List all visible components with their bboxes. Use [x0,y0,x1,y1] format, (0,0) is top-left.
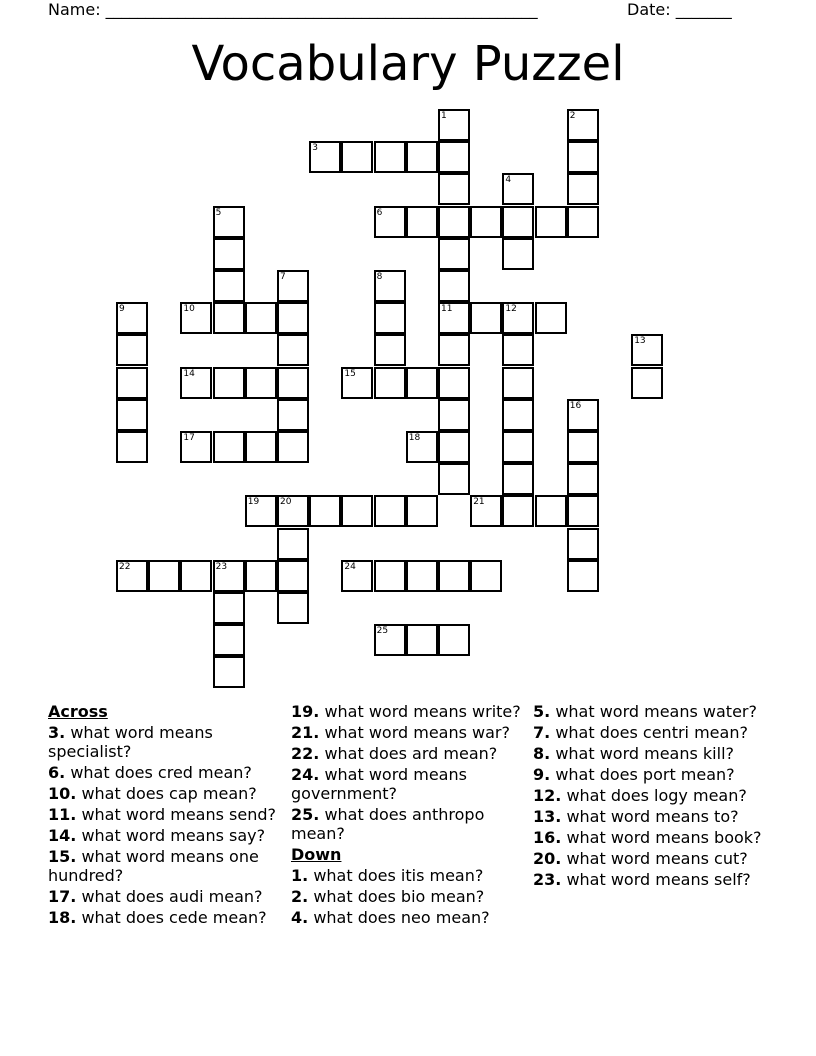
cell-number: 20 [280,497,292,508]
clue-down-2: 2. what does bio mean? [291,887,485,906]
cell-number: 3 [312,143,318,154]
grid-cell[interactable] [277,592,309,624]
cell-number: 10 [183,304,195,315]
grid-cell[interactable] [502,399,534,431]
grid-cell[interactable] [277,560,309,592]
grid-cell[interactable] [374,270,406,302]
cell-number: 19 [247,497,260,508]
grid-cell[interactable] [116,431,148,463]
grid-cell[interactable] [567,560,599,592]
grid-cell[interactable] [374,141,406,173]
clue-across-17: 17. what does audi mean? [48,887,263,906]
grid-cell[interactable] [470,495,502,527]
page-title: Vocabulary Puzzel [191,36,625,92]
name-field-label: Name: ______________________________________________________ [48,0,538,19]
grid-cell[interactable] [438,109,470,141]
grid-cell[interactable] [116,399,148,431]
grid-cell[interactable] [245,367,277,399]
grid-cell[interactable] [567,431,599,463]
grid-cell[interactable] [406,431,438,463]
grid-cell[interactable] [502,495,534,527]
grid-cell[interactable] [277,270,309,302]
grid-cell[interactable] [502,367,534,399]
grid-cell[interactable] [406,367,438,399]
grid-cell[interactable] [116,560,148,592]
clue-down-9: 9. what does port mean? [533,765,735,784]
grid-cell[interactable] [438,302,470,334]
grid-cell[interactable] [535,206,567,238]
grid-cell[interactable] [535,495,567,527]
grid-cell[interactable] [277,367,309,399]
clue-across-25: 25. what does anthropo mean? [291,805,485,843]
cell-number: 9 [119,304,125,315]
clue-down-12: 12. what does logy mean? [533,786,747,805]
grid-cell[interactable] [502,431,534,463]
grid-cell[interactable] [438,141,470,173]
grid-cell[interactable] [341,141,373,173]
grid-cell[interactable] [213,367,245,399]
grid-cell[interactable] [567,173,599,205]
cell-number: 5 [215,207,222,218]
grid-cell[interactable] [438,624,470,656]
grid-cell[interactable] [341,367,373,399]
cell-number: 2 [569,111,576,121]
grid-cell[interactable] [406,624,438,656]
grid-cell[interactable] [180,302,212,334]
grid-cell[interactable] [374,367,406,399]
cell-number: 21 [473,497,485,508]
grid-cell[interactable] [116,302,148,334]
grid-cell[interactable] [374,206,406,238]
grid-cell[interactable] [245,560,277,592]
clue-across-15: 15. what word means one hundred? [48,847,259,885]
grid-cell[interactable] [567,463,599,495]
cell-number: 1 [441,111,447,121]
date-field-label: Date: _______ [627,0,732,19]
grid-cell[interactable] [213,302,245,334]
cell-number: 6 [376,207,383,218]
grid-cell[interactable] [502,334,534,366]
grid-cell[interactable] [406,206,438,238]
cell-number: 4 [505,175,512,186]
grid-cell[interactable] [277,399,309,431]
grid-cell[interactable] [631,367,663,399]
grid-cell[interactable] [438,173,470,205]
grid-cell[interactable] [438,367,470,399]
grid-cell[interactable] [245,302,277,334]
grid-cell[interactable] [245,431,277,463]
grid-cell[interactable] [502,173,534,205]
clue-down-1: 1. what does itis mean? [291,866,484,885]
grid-cell[interactable] [374,334,406,366]
grid-cell[interactable] [213,206,245,238]
clue-down-16: 16. what word means book? [533,828,762,847]
grid-cell[interactable] [116,367,148,399]
cell-number: 16 [569,400,582,411]
cell-number: 11 [441,304,453,315]
clue-across-3: 3. what word means specialist? [48,723,213,761]
clue-down-13: 13. what word means to? [533,807,739,826]
clue-across-21: 21. what word means war? [291,723,510,742]
grid-cell[interactable] [438,270,470,302]
clue-across-24: 24. what word means government? [291,765,467,803]
clue-across-19: 19. what word means write? [291,702,521,721]
grid-cell[interactable] [374,495,406,527]
grid-cell[interactable] [213,560,245,592]
grid-cell[interactable] [567,528,599,560]
grid-cell[interactable] [502,206,534,238]
across-heading: Across [48,702,108,721]
grid-cell[interactable] [567,495,599,527]
grid-cell[interactable] [438,399,470,431]
clues-column-2 [291,702,523,929]
grid-cell[interactable] [277,495,309,527]
clues-column-1 [48,702,280,929]
clue-down-5: 5. what word means water? [533,702,757,721]
grid-cell[interactable] [438,334,470,366]
grid-cell[interactable] [438,463,470,495]
grid-cell[interactable] [148,560,180,592]
down-heading: Down [291,845,342,864]
clue-down-23: 23. what word means self? [533,870,751,889]
clue-across-18: 18. what does cede mean? [48,908,267,927]
clue-across-11: 11. what word means send? [48,805,277,824]
cell-number: 17 [183,433,195,443]
grid-cell[interactable] [374,624,406,656]
grid-cell[interactable] [406,560,438,592]
grid-cell[interactable] [567,399,599,431]
grid-cell[interactable] [567,141,599,173]
cell-number: 23 [215,561,228,572]
grid-cell[interactable] [567,206,599,238]
clue-across-10: 10. what does cap mean? [48,784,257,803]
cell-number: 13 [634,336,646,347]
clue-across-22: 22. what does ard mean? [291,744,498,763]
grid-cell[interactable] [277,431,309,463]
grid-cell[interactable] [631,334,663,366]
cell-number: 8 [376,272,383,282]
grid-cell[interactable] [470,560,502,592]
grid-cell[interactable] [502,238,534,270]
grid-cell[interactable] [502,463,534,495]
grid-cell[interactable] [116,334,148,366]
cell-number: 15 [344,368,356,379]
grid-cell[interactable] [341,495,373,527]
grid-cell[interactable] [438,238,470,270]
grid-cell[interactable] [502,302,534,334]
grid-cell[interactable] [438,431,470,463]
grid-cell[interactable] [567,109,599,141]
grid-cell[interactable] [374,560,406,592]
grid-cell[interactable] [277,528,309,560]
grid-cell[interactable] [406,141,438,173]
grid-cell[interactable] [309,141,341,173]
grid-cell[interactable] [180,560,212,592]
grid-cell[interactable] [406,495,438,527]
clue-across-14: 14. what word means say? [48,826,266,845]
cell-number: 14 [183,368,195,379]
grid-cell[interactable] [213,431,245,463]
grid-cell[interactable] [213,592,245,624]
clue-down-7: 7. what does centri mean? [533,723,748,742]
cell-number: 24 [344,561,356,572]
cell-number: 12 [505,304,517,315]
clues-column-3 [533,702,769,891]
grid-cell[interactable] [438,560,470,592]
grid-cell[interactable] [309,495,341,527]
grid-cell[interactable] [438,206,470,238]
grid-cell[interactable] [374,302,406,334]
grid-cell[interactable] [180,367,212,399]
grid-cell[interactable] [470,206,502,238]
grid-cell[interactable] [213,238,245,270]
grid-cell[interactable] [180,431,212,463]
clue-across-6: 6. what does cred mean? [48,763,252,782]
grid-cell[interactable] [213,270,245,302]
cell-number: 22 [119,561,131,572]
clue-down-4: 4. what does neo mean? [291,908,490,927]
grid-cell[interactable] [341,560,373,592]
clue-down-20: 20. what word means cut? [533,849,748,868]
grid-cell[interactable] [277,302,309,334]
cell-number: 25 [376,626,389,637]
grid-cell[interactable] [213,656,245,688]
grid-cell[interactable] [535,302,567,334]
grid-cell[interactable] [245,495,277,527]
cell-number: 7 [280,272,286,282]
grid-cell[interactable] [213,624,245,656]
cell-number: 18 [408,433,421,443]
clue-down-8: 8. what word means kill? [533,744,735,763]
grid-cell[interactable] [277,334,309,366]
grid-cell[interactable] [470,302,502,334]
